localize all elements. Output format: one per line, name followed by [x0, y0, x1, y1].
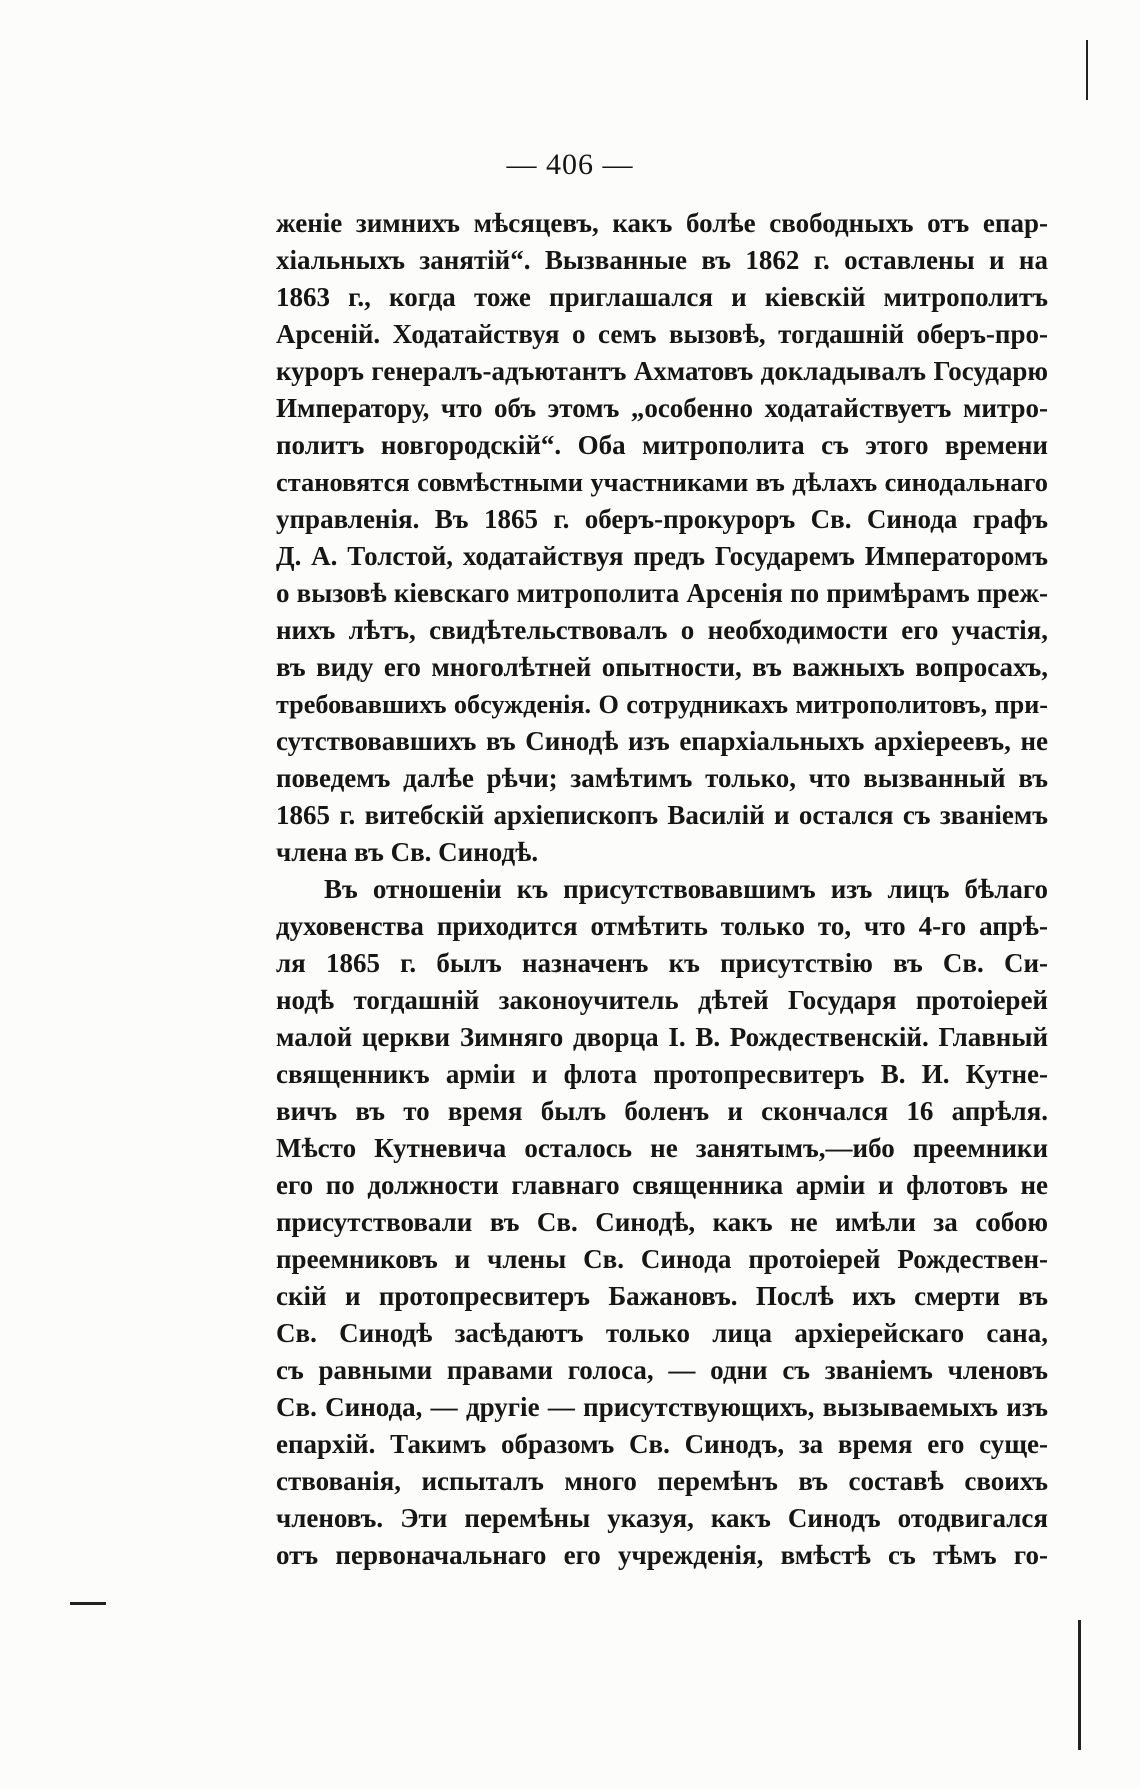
text-line: куроръ генералъ-адъютантъ Ахматовъ докладывалъ Государю: [276, 356, 1048, 386]
text-line: малой церкви Зимняго дворца І. В. Рождественскій. Главный: [276, 1022, 1048, 1052]
text-line: политъ новгородскій“. Оба митрополита съ этого времени: [276, 430, 1048, 460]
text-line: членовъ. Эти перемѣны указуя, какъ Синодъ отодвигался: [276, 1503, 1048, 1533]
scan-dash-left: [70, 1602, 106, 1605]
text-line: ля 1865 г. былъ назначенъ къ присутствію въ Св. Си-: [276, 948, 1048, 978]
text-line: его по должности главнаго священника арміи и флотовъ не: [276, 1170, 1048, 1200]
text-line: отъ первоначальнаго его учрежденія, вмѣстѣ съ тѣмъ го-: [276, 1540, 1048, 1570]
text-line: преемниковъ и члены Св. Синода протоіерей Рождествен-: [276, 1244, 1048, 1274]
text-line: 1863 г., когда тоже приглашался и кіевскій митрополитъ: [276, 282, 1048, 312]
text-line: Мѣсто Кутневича осталось не занятымъ,—ибо преемники: [276, 1133, 1048, 1163]
text-line: Въ отношеніи къ присутствовавшимъ изъ лицъ бѣлаго: [324, 874, 1048, 904]
text-line: поведемъ далѣе рѣчи; замѣтимъ только, что вызванный въ: [276, 763, 1048, 793]
text-line: Д. А. Толстой, ходатайствуя предъ Государемъ Императоромъ: [276, 541, 1048, 571]
text-line: управленія. Въ 1865 г. оберъ-прокуроръ Св. Синода графъ: [276, 504, 1048, 534]
page-number: — 406 —: [506, 148, 634, 181]
text-line: вичъ въ то время былъ боленъ и скончался 16 апрѣля.: [276, 1096, 1048, 1126]
text-line: нодѣ тогдашній законоучитель дѣтей Государя протоіерей: [276, 985, 1048, 1015]
text-line: ствованія, испыталъ много перемѣнъ въ составѣ своихъ: [276, 1466, 1048, 1496]
text-line: Св. Синодѣ засѣдаютъ только лица архіерейскаго сана,: [276, 1318, 1048, 1348]
text-line: хіальныхъ занятій“. Вызванные въ 1862 г. оставлены и на: [276, 245, 1048, 275]
text-line: священникъ арміи и флота протопресвитеръ В. И. Кутне-: [276, 1059, 1048, 1089]
text-line: нихъ лѣтъ, свидѣтельствовалъ о необходимости его участія,: [276, 615, 1048, 645]
text-line: скій и протопресвитеръ Бажановъ. Послѣ ихъ смерти въ: [276, 1281, 1048, 1311]
text-line: Арсеній. Ходатайствуя о семъ вызовѣ, тогдашній оберъ-про-: [276, 319, 1048, 349]
text-line: присутствовали въ Св. Синодѣ, какъ не имѣли за собою: [276, 1207, 1048, 1237]
text-line: сутствовавшихъ въ Синодѣ изъ епархіальныхъ архіереевъ, не: [276, 726, 1048, 756]
scan-edge-line-right: [1086, 40, 1088, 100]
body-text: [276, 205, 1048, 1574]
text-line: Св. Синода, — другіе — присутствующихъ, вызываемыхъ изъ: [276, 1392, 1048, 1422]
text-line: члена въ Св. Синодѣ.: [276, 837, 539, 867]
text-line: духовенства приходится отмѣтить только то, что 4-го апрѣ-: [276, 911, 1048, 941]
text-line: въ виду его многолѣтней опытности, въ важныхъ вопросахъ,: [276, 652, 1048, 682]
text-line: становятся совмѣстными участниками въ дѣлахъ синодальнаго: [276, 467, 1048, 497]
paragraph-2: [276, 871, 1048, 1574]
text-line: Императору, что объ этомъ „особенно ходатайствуетъ митро-: [276, 393, 1048, 423]
scan-edge-line-right-bottom: [1078, 1620, 1081, 1750]
text-line: женіе зимнихъ мѣсяцевъ, какъ болѣе свободныхъ отъ епар-: [276, 208, 1048, 238]
text-line: 1865 г. витебскій архіепископъ Василій и остался съ званіемъ: [276, 800, 1048, 830]
text-line: епархій. Такимъ образомъ Св. Синодъ, за время его суще-: [276, 1429, 1048, 1459]
text-line: требовавшихъ обсужденія. О сотрудникахъ митрополитовъ, при-: [276, 690, 1048, 719]
paragraph-1: [276, 205, 1048, 871]
text-line: о вызовѣ кіевскаго митрополита Арсенія по примѣрамъ преж-: [276, 578, 1048, 608]
text-line: съ равными правами голоса, — одни съ званіемъ членовъ: [276, 1355, 1048, 1385]
